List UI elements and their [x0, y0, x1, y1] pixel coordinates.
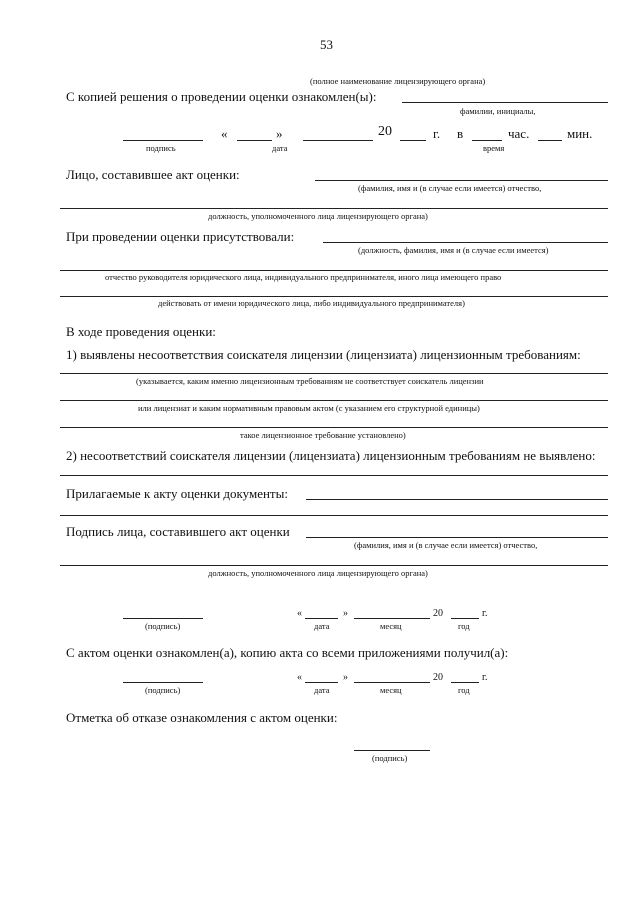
refusal-signature-caption: (подпись) — [372, 753, 408, 763]
year-suffix: г. — [433, 126, 441, 141]
copy-decision-label: С копией решения о проведении оценки ознакомлен(ы): — [66, 89, 377, 104]
quote-close: » — [276, 126, 283, 141]
present-line-3 — [60, 296, 608, 297]
course-item-1: 1) выявлены несоответствия соискателя лицензии (лицензиата) лицензионным требованиям: — [66, 347, 581, 362]
course-line-4 — [60, 475, 608, 476]
attached-label: Прилагаемые к акту оценки документы: — [66, 486, 288, 501]
sign-row-2-date-caption: дата — [314, 685, 330, 695]
sign-row-1-signature-line — [123, 618, 203, 619]
sign-row-2-year-suffix: г. — [482, 672, 488, 683]
sign-row-1-quote-open: « — [297, 608, 302, 619]
sign-row-1-day-line — [305, 618, 338, 619]
time-caption: время — [483, 143, 505, 153]
hours-label: час. — [508, 126, 530, 141]
licensing-body-caption: (полное наименование лицензирующего органа) — [310, 76, 486, 86]
present-caption-1: (должность, фамилия, имя и (в случае если имеется) — [358, 245, 549, 255]
assessor-signature-line-2 — [60, 565, 608, 566]
assessor-signature-caption-2: должность, уполномоченного лица лицензирующего органа) — [208, 568, 428, 578]
course-caption-2: или лицензиат и каким нормативным правовым актом (с указанием его структурной единицы) — [138, 403, 480, 413]
sign-row-1-year-suffix: г. — [482, 608, 488, 619]
acquainted-label: С актом оценки ознакомлен(а), копию акта со всеми приложениями получил(а): — [66, 645, 509, 660]
signature-line — [123, 140, 203, 141]
present-line-1 — [323, 242, 608, 243]
refusal-signature-line — [354, 750, 430, 751]
course-item-2: 2) несоответствий соискателя лицензии (лицензиата) лицензионным требованиям не выявлено: — [66, 448, 596, 463]
present-caption-3: действовать от имени юридического лица, либо индивидуального предпринимателя) — [158, 298, 465, 308]
course-line-2 — [60, 400, 608, 401]
sign-row-2-year-caption: год — [458, 685, 470, 695]
refusal-label: Отметка об отказе ознакомления с актом оценки: — [66, 710, 338, 725]
sign-row-2-year-line — [451, 682, 479, 683]
sign-row-1-date-caption: дата — [314, 621, 330, 631]
page-number: 53 — [320, 37, 333, 52]
sign-row-1-month-line — [354, 618, 430, 619]
sign-row-1-signature-caption: (подпись) — [145, 621, 181, 631]
hours-line — [472, 140, 502, 141]
month-line — [303, 140, 373, 141]
sign-row-2-signature-line — [123, 682, 203, 683]
sign-row-2-quote-open: « — [297, 672, 302, 683]
assessor-line-1 — [315, 180, 608, 181]
assessor-caption-1: (фамилия, имя и (в случае если имеется) отчество, — [358, 183, 542, 193]
assessor-signature-caption-1: (фамилия, имя и (в случае если имеется) отчество, — [354, 540, 538, 550]
sign-row-2-day-line — [305, 682, 338, 683]
date-caption: дата — [272, 143, 288, 153]
course-line-1 — [60, 373, 608, 374]
sign-row-2-month-caption: месяц — [380, 685, 402, 695]
course-label: В ходе проведения оценки: — [66, 324, 216, 339]
assessor-signature-line-1 — [306, 537, 608, 538]
at-label: в — [457, 126, 464, 141]
day-line — [237, 140, 272, 141]
present-label: При проведении оценки присутствовали: — [66, 229, 295, 244]
present-line-2 — [60, 270, 608, 271]
sign-row-2-year-prefix: 20 — [433, 672, 443, 683]
sign-row-1-month-caption: месяц — [380, 621, 402, 631]
course-caption-1: (указывается, каким именно лицензионным требованиям не соответствует соискатель лицензии — [136, 376, 484, 386]
assessor-label: Лицо, составившее акт оценки: — [66, 167, 240, 182]
course-line-3 — [60, 427, 608, 428]
assessor-line-2 — [60, 208, 608, 209]
assessor-signature-label: Подпись лица, составившего акт оценки — [66, 524, 290, 539]
sign-row-2-quote-close: » — [343, 672, 348, 683]
attached-line-2 — [60, 515, 608, 516]
attached-line-1 — [306, 499, 608, 500]
signature-caption: подпись — [146, 143, 176, 153]
minutes-label: мин. — [567, 126, 593, 141]
copy-decision-name-line — [402, 102, 608, 103]
course-caption-3: такое лицензионное требование установлено) — [240, 430, 406, 440]
sign-row-2-month-line — [354, 682, 430, 683]
sign-row-2-signature-caption: (подпись) — [145, 685, 181, 695]
present-caption-2: отчество руководителя юридического лица, индивидуального предпринимателя, иного лица имеющего право — [105, 272, 502, 282]
copy-decision-name-caption: фамилии, инициалы, — [460, 106, 536, 116]
minutes-line — [538, 140, 562, 141]
sign-row-1-year-caption: год — [458, 621, 470, 631]
quote-open: « — [221, 126, 228, 141]
year-line — [400, 140, 426, 141]
year-prefix: 20 — [378, 124, 392, 139]
sign-row-1-year-line — [451, 618, 479, 619]
sign-row-1-year-prefix: 20 — [433, 608, 443, 619]
sign-row-1-quote-close: » — [343, 608, 348, 619]
assessor-caption-2: должность, уполномоченного лица лицензирующего органа) — [208, 211, 428, 221]
